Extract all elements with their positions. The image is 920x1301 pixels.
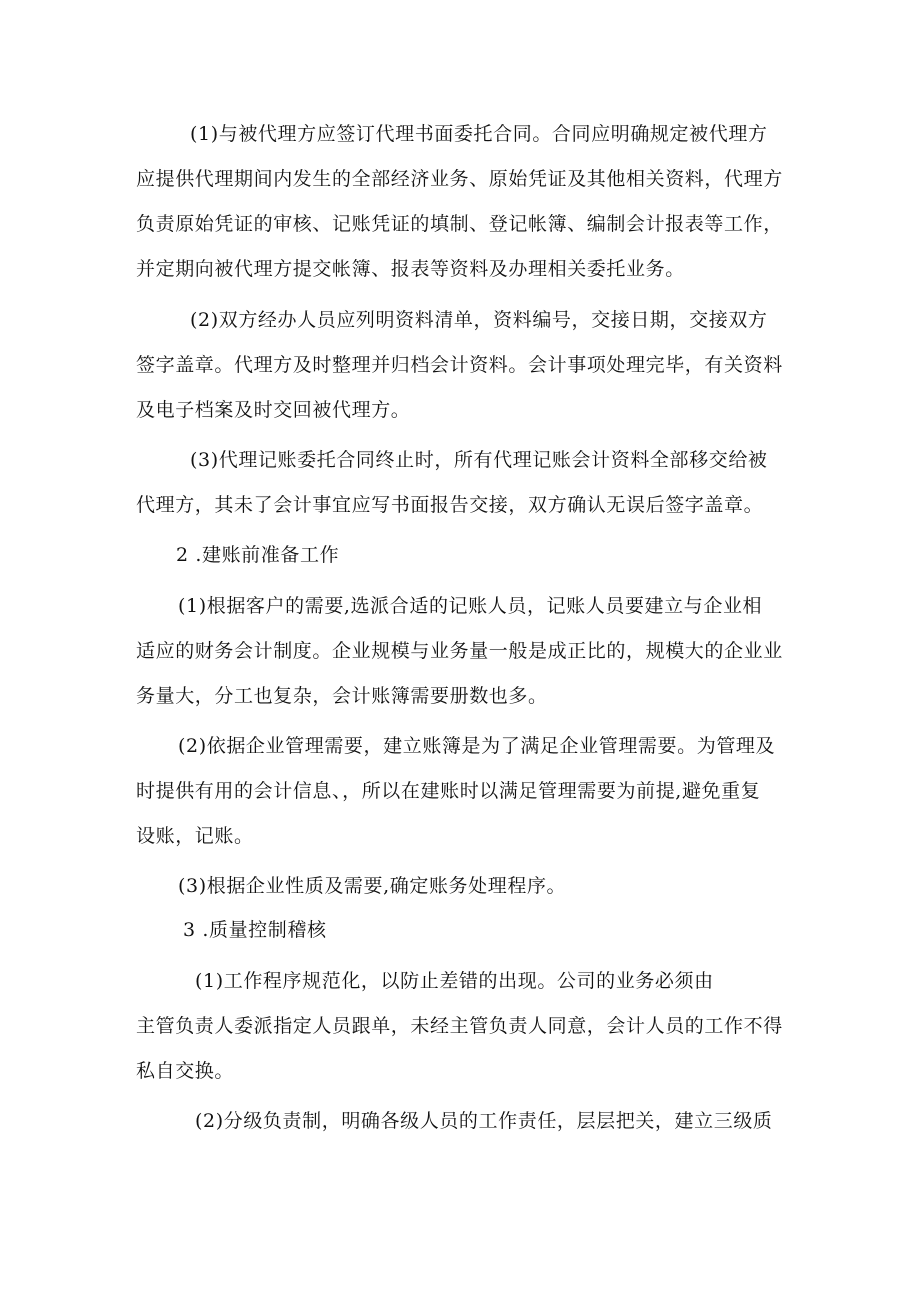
paragraph-2-2-line-1: (2)依据企业管理需要，建立账簿是为了满足企业管理需要。为管理及 bbox=[178, 735, 776, 757]
paragraph-3-2-line-1: (2)分级负责制，明确各级人员的工作责任，层层把关，建立三级质 bbox=[195, 1110, 773, 1132]
paragraph-1-2-line-3: 及电子档案及时交回被代理方。 bbox=[136, 399, 411, 421]
paragraph-1-1-line-4: 并定期向被代理方提交帐簿、报表等资料及办理相关委托业务。 bbox=[136, 258, 685, 280]
paragraph-3-1-line-1: (1)工作程序规范化，以防止差错的出现。公司的业务必须由 bbox=[195, 970, 714, 992]
paragraph-1-2-line-1: (2)双方经办人员应列明资料清单，资料编号，交接日期，交接双方 bbox=[190, 309, 768, 331]
paragraph-1-1-line-3: 负责原始凭证的审核、记账凭证的填制、登记帐簿、编制会计报表等工作， bbox=[136, 213, 783, 235]
paragraph-1-3-line-1: (3)代理记账委托合同终止时，所有代理记账会计资料全部移交给被 bbox=[190, 449, 768, 471]
paragraph-2-1-line-3: 务量大，分工也复杂，会计账簿需要册数也多。 bbox=[136, 685, 548, 707]
paragraph-3-1-line-3: 私自交换。 bbox=[136, 1060, 235, 1082]
paragraph-1-3-line-2: 代理方，其未了会计事宜应写书面报告交接，双方确认无误后签字盖章。 bbox=[136, 494, 764, 516]
paragraph-3-1-line-2: 主管负责人委派指定人员跟单，未经主管负责人同意，会计人员的工作不得 bbox=[136, 1015, 783, 1037]
paragraph-1-1-line-1: (1)与被代理方应签订代理书面委托合同。合同应明确规定被代理方 bbox=[190, 123, 768, 145]
paragraph-1-1-line-2: 应提供代理期间内发生的全部经济业务、原始凭证及其他相关资料，代理方 bbox=[136, 168, 783, 190]
paragraph-2-2-line-3: 设账，记账。 bbox=[136, 825, 254, 847]
paragraph-2-1-line-1: (1)根据客户的需要,选派合适的记账人员，记账人员要建立与企业相 bbox=[178, 595, 763, 617]
paragraph-1-2-line-2: 签字盖章。代理方及时整理并归档会计资料。会计事项处理完毕，有关资料 bbox=[136, 354, 783, 376]
paragraph-2-1-line-2: 适应的财务会计制度。企业规模与业务量一般是成正比的，规模大的企业业 bbox=[136, 640, 783, 662]
paragraph-2-3-line-1: (3)根据企业性质及需要,确定账务处理程序。 bbox=[178, 875, 567, 897]
paragraph-2-2-line-2: 时提供有用的会计信息、，所以在建账时以满足管理需要为前提,避免重复 bbox=[136, 780, 761, 802]
section-heading-3: 3 .质量控制稽核 bbox=[183, 919, 327, 941]
section-heading-2: 2 .建账前准备工作 bbox=[176, 544, 340, 566]
